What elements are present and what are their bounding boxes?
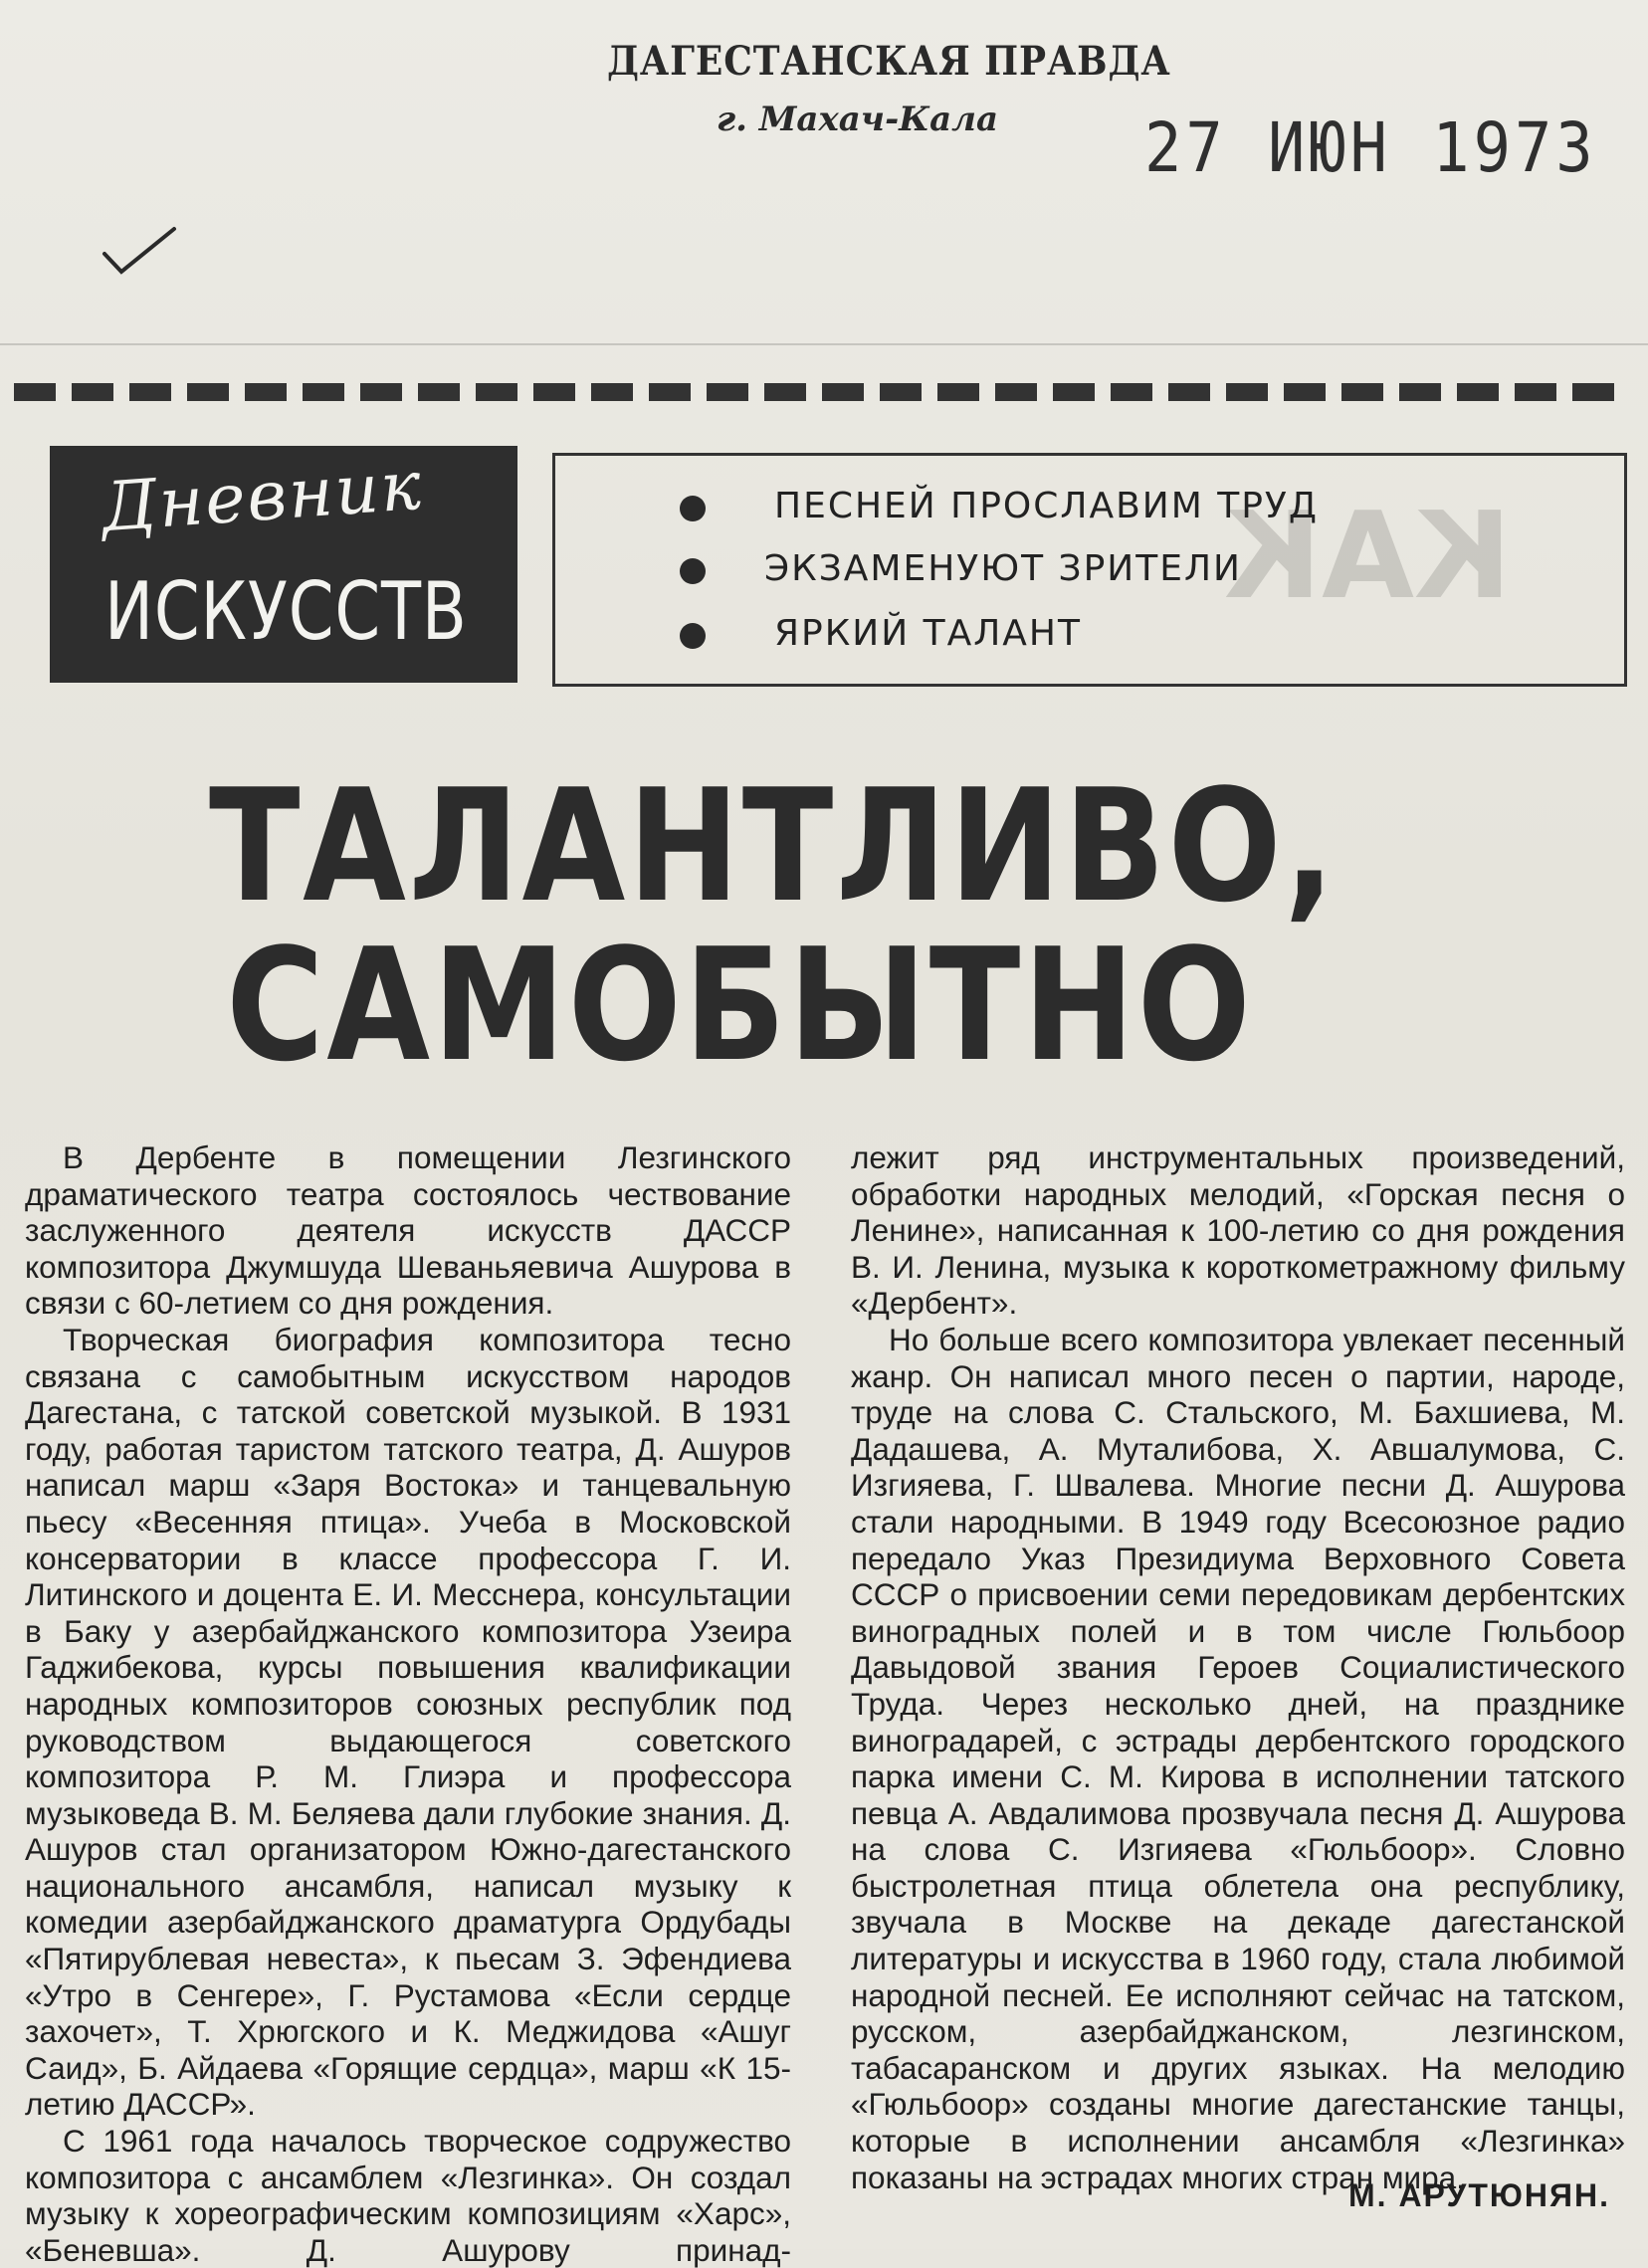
rubric-block [50,446,517,683]
article-paragraph: В Дербенте в помещении Лезгинского драматического театра состоялось чествование заслуженного деятеля искусств ДАССР композитора Джумшуда Шеваньяевича Ашурова в связи с 60-летием со дня рождения. [25,1139,791,1322]
bullet-icon [680,623,706,649]
clipping-edge [0,343,1648,345]
contents-item: ПЕСНЕЙ ПРОСЛАВИМ ТРУД [774,486,1319,526]
article-paragraph: С 1961 года началось творческое содружество композитора с ансамблем «Лезгинка». Он создал музыку к хореографическим композициям «Харс», «Беневша». Д. Ашурову принад- [25,2123,791,2268]
headline-line2: САМОБЫТНО [226,915,1254,1096]
bullet-icon [680,558,706,584]
contents-item: ЯРКИЙ ТАЛАНТ [774,613,1082,654]
rubric-title-line1: Дневник [99,446,426,548]
date-stamp: 27 ИЮН 1973 [1144,107,1597,188]
contents-box [552,453,1627,687]
newspaper-name: ДАГЕСТАНСКАЯ ПРАВДА [607,38,1171,85]
checkmark-icon [100,224,179,284]
article-paragraph: Но больше всего композитора увлекает песенный жанр. Он написал много песен о партии, народе, труде на слова С. Стальского, М. Бахшиева, М. Дадашева, А. Муталибова, Х. Авшалумова, С. Изгияева, Г. Швалева. Многие песни Д. Ашурова стали народными. В 1949 году Всесоюзное радио передало Указ Президиума Верховного Совета СССР о присвоении семи передовикам дербентских виноградных полей и в том числе Гюльбоор Давыдовой звания Героев Социалистического Труда. Через несколько дней, на празднике виноградарей, с эстрады дербентского городского парка имени С. М. Кирова в исполнении татского певца А. Авдалимова прозвучала песня Д. Ашурова на слова С. Изгияева «Гюльбоор». Словно быстролетная птица облетела она республику, звучала в Москве на декаде дагестанской литературы и искусства в 1960 году, стала любимой народной песней. Ее исполняют сейчас на татском, русском, азербайджанском, лезгинском, табасаранском и других языках. На мелодию «Гюльбоор» созданы многие дагестанские танцы, которые в исполнении ансамбля «Лезгинка» показаны на эстрадах многих стран мира. [851,1321,1625,2195]
author-signature: М. АРУТЮНЯН. [1348,2177,1611,2213]
article-headline [209,755,1338,1096]
article-column-right [851,1139,1625,2195]
contents-item: ЭКЗАМЕНУЮТ ЗРИТЕЛИ [764,548,1242,589]
dashed-divider [14,383,1626,401]
rubric-title-line2: ИСКУССТВ [104,565,468,658]
headline-line1: ТАЛАНТЛИВО, [209,755,1338,936]
article-column-left [25,1139,791,2268]
article-paragraph: лежит ряд инструментальных произведений, обработки народных мелодий, «Горская песня о Ленине», написанная к 100-летию со дня рождения В. И. Ленина, музыка к короткометражному фильму «Дербент». [851,1139,1625,1322]
article-paragraph: Творческая биография композитора тесно связана с самобытным искусством народов Дагестана, с татской советской музыкой. В 1931 году, работая таристом татского театра, Д. Ашуров написал марш «Заря Востока» и танцевальную пьесу «Весенняя птица». Учеба в Московской консерватории в классе профессора Г. И. Литинского и доцента Е. И. Месснера, консультации в Баку у азербайджанского композитора Узеира Гаджибекова, курсы повышения квалификации народных композиторов союзных республик под руководством выдающегося советского композитора Р. М. Глиэра и профессора музыковеда В. М. Беляева дали глубокие знания. Д. Ашуров стал организатором Южно-дагестанского национального ансамбля, написал музыку к комедии азербайджанского драматурга Ордубады «Пятирублевая невеста», к пьесам З. Эфендиева «Утро в Сенгере», Г. Рустамова «Если сердце захочет», Т. Хрюгского и К. Меджидова «Ашуг Саид», Б. Айдаева «Горящие сердца», марш «К 15-летию ДАССР». [25,1321,791,2123]
city-name: г. Махач-Кала [717,100,999,139]
bullet-icon [680,496,706,521]
